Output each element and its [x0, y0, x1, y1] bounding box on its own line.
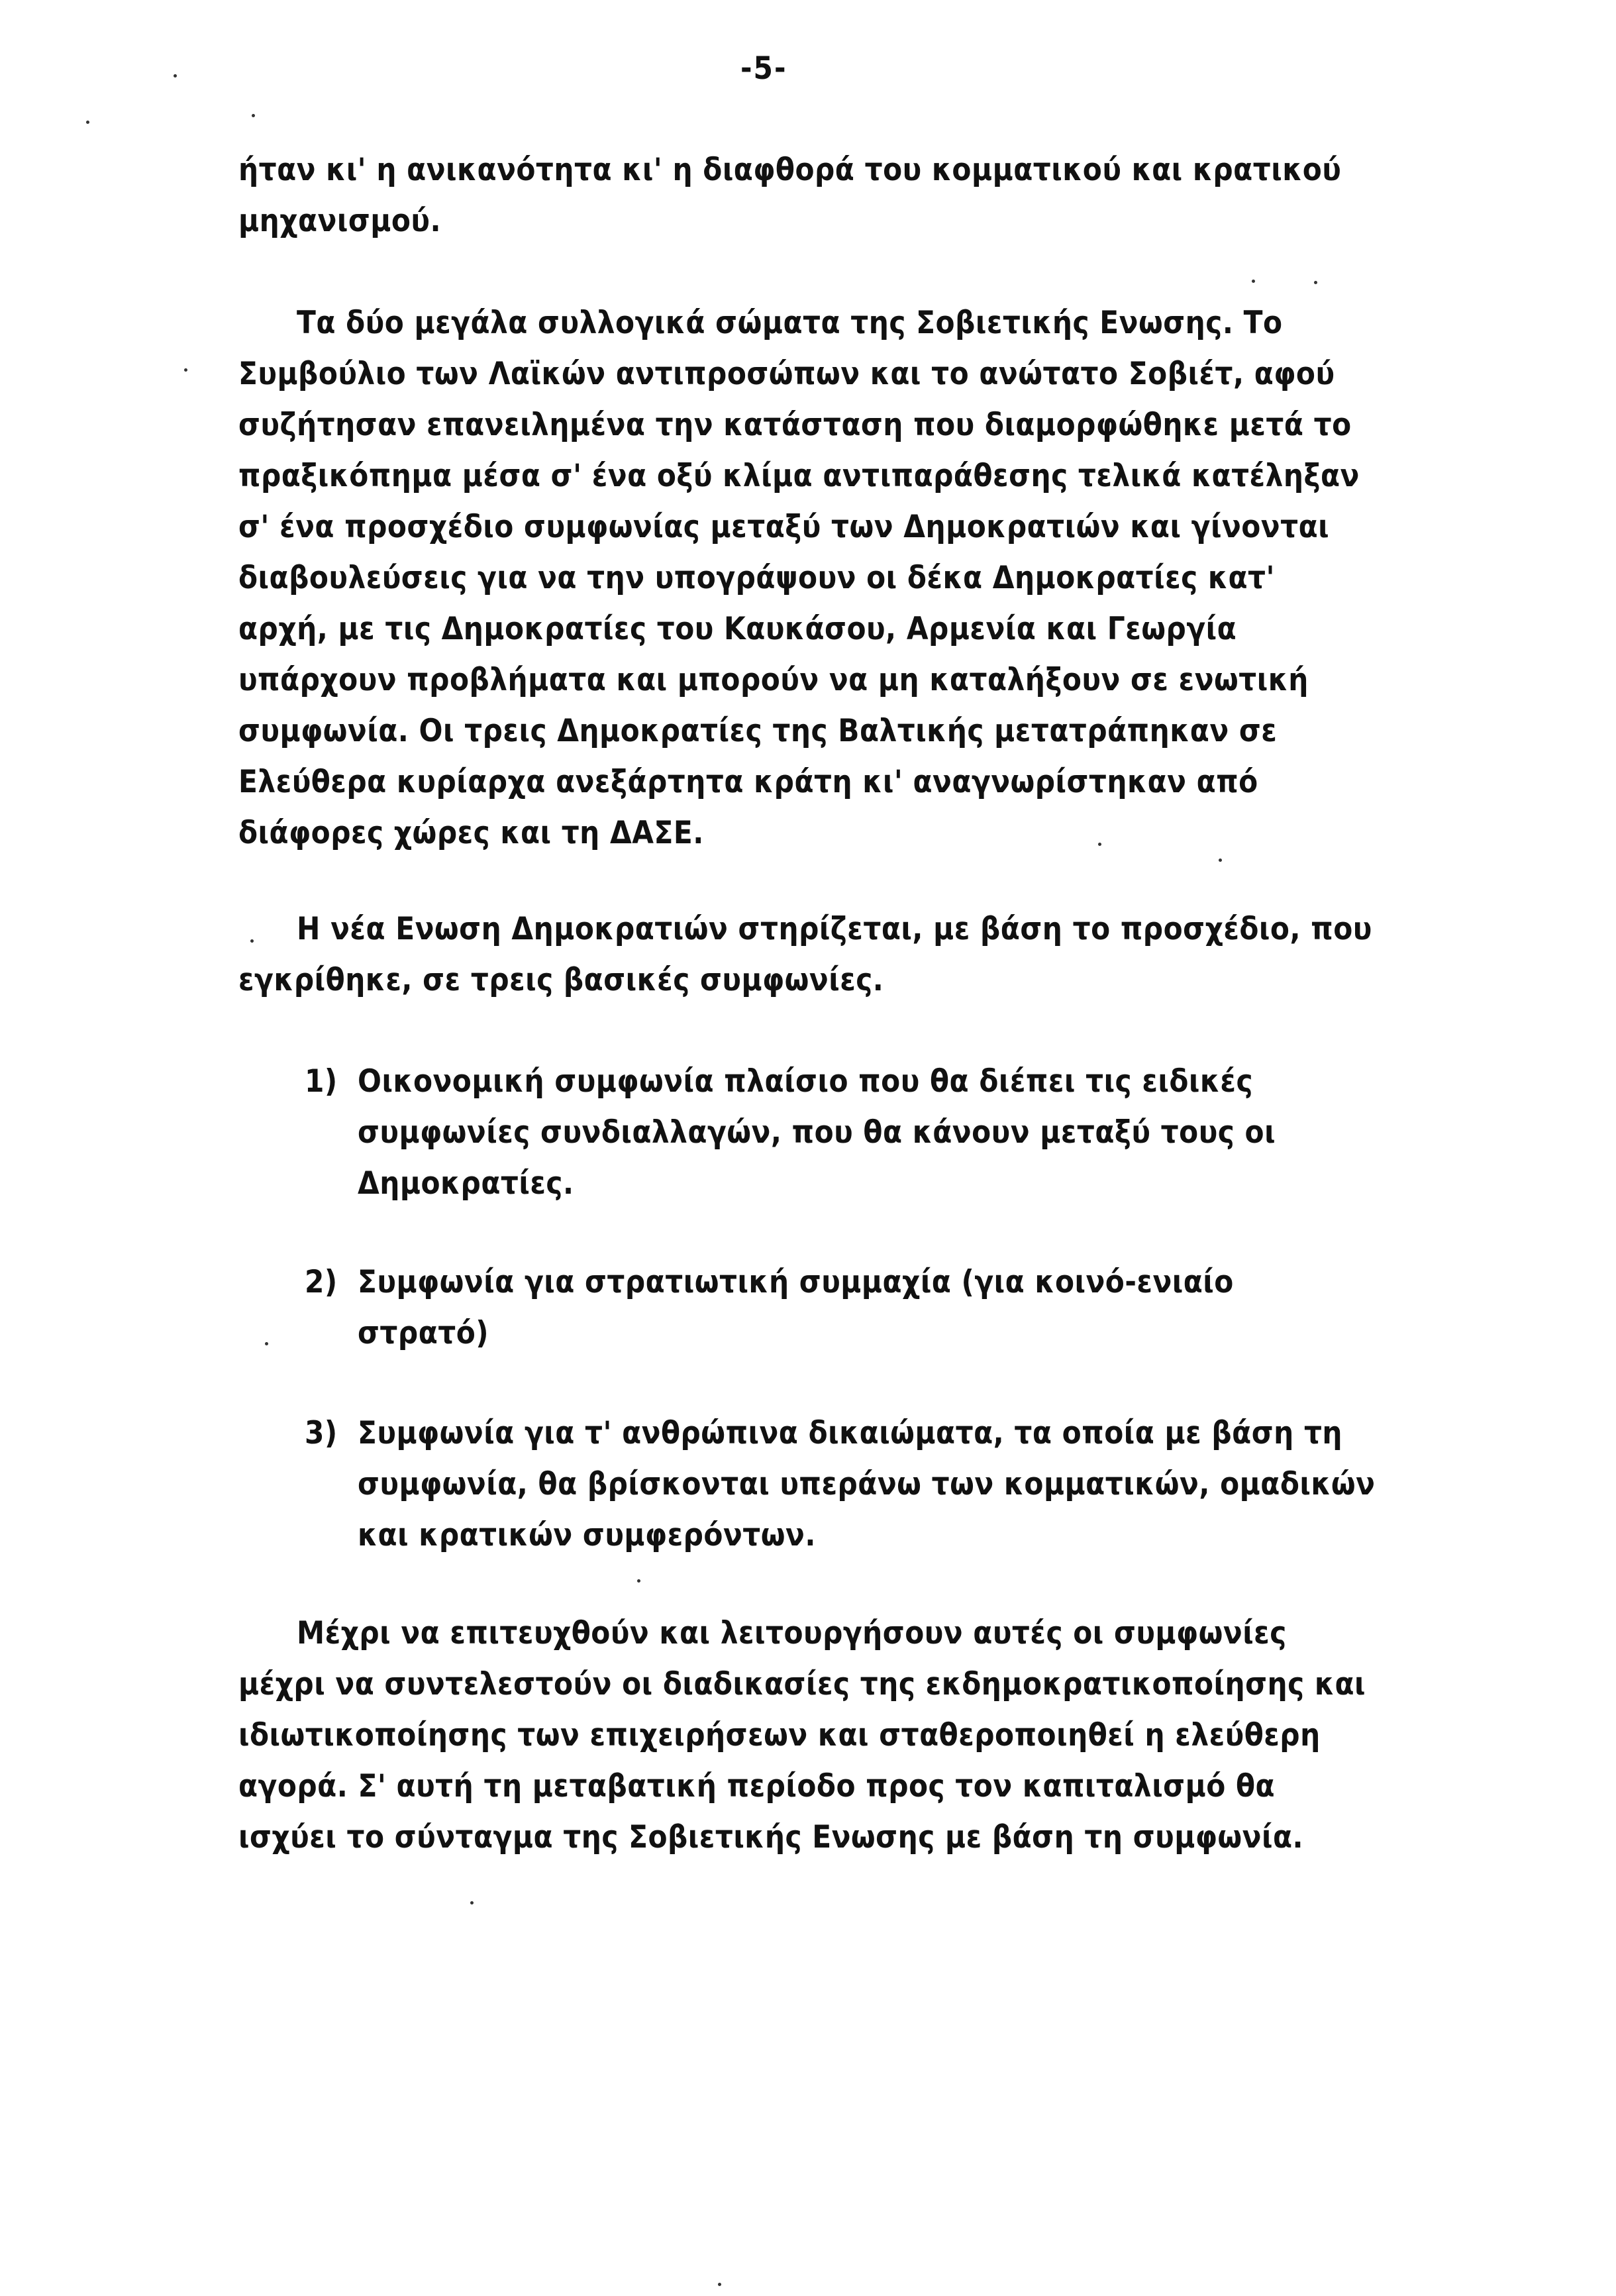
text-line: Η νέα Ενωση Δημοκρατιών στηρίζεται, με βάση το προσχέδιο, που [297, 911, 1372, 947]
scan-speck [174, 74, 177, 78]
text-line: μέχρι να συντελεστούν οι διαδικασίες της εκδημοκρατικοποίησης και [238, 1666, 1366, 1702]
text-line: συζήτησαν επανειλημένα την κατάσταση που διαμορφώθηκε μετά το [238, 407, 1352, 443]
text-line: διαβουλεύσεις για να την υπογράψουν οι δέκα Δημοκρατίες κατ' [238, 560, 1275, 596]
page-number: -5- [740, 50, 787, 87]
list-number: 3) [305, 1415, 338, 1451]
scan-speck [718, 2283, 721, 2286]
list-item-economic-agreement [305, 1056, 1364, 1209]
scan-speck [265, 1342, 268, 1345]
scan-speck [252, 114, 255, 117]
paragraph-continuation [238, 144, 1364, 246]
text-line: μηχανισμού. [238, 203, 442, 239]
list-number: 1) [305, 1063, 338, 1100]
scan-speck [470, 1901, 474, 1905]
text-line: υπάρχουν προβλήματα και μπορούν να μη καταλήξουν σε ενωτική [238, 662, 1309, 698]
list-item-military-alliance [305, 1257, 1364, 1359]
scan-speck [1314, 281, 1317, 284]
text-line: Ελεύθερα κυρίαρχα ανεξάρτητα κράτη κι' αναγνωρίστηκαν από [238, 764, 1258, 800]
text-line: Συμφωνία για τ' ανθρώπινα δικαιώματα, τα οποία με βάση τη [358, 1415, 1343, 1451]
scan-speck [1219, 859, 1222, 862]
text-line: εγκρίθηκε, σε τρεις βασικές συμφωνίες. [238, 962, 884, 998]
text-line: αρχή, με τις Δημοκρατίες του Καυκάσου, Αρμενία και Γεωργία [238, 611, 1237, 647]
text-line: Μέχρι να επιτευχθούν και λειτουργήσουν αυτές οι συμφωνίες [297, 1615, 1287, 1651]
text-line: Δημοκρατίες. [358, 1165, 574, 1202]
text-line: συμφωνίες συνδιαλλαγών, που θα κάνουν μεταξύ τους οι [358, 1114, 1276, 1151]
text-line: αγορά. Σ' αυτή τη μεταβατική περίοδο προς τον καπιταλισμό θα [238, 1768, 1276, 1804]
text-line: Τα δύο μεγάλα συλλογικά σώματα της Σοβιετικής Ενωσης. Το [297, 305, 1283, 341]
text-line: πραξικόπημα μέσα σ' ένα οξύ κλίμα αντιπαράθεσης τελικά κατέληξαν [238, 458, 1360, 494]
text-line: σ' ένα προσχέδιο συμφωνίας μεταξύ των Δημοκρατιών και γίνονται [238, 509, 1330, 545]
text-line: ήταν κι' η ανικανότητα κι' η διαφθορά του κομματικού και κρατικού [238, 152, 1342, 188]
text-line: συμφωνία, θα βρίσκονται υπεράνω των κομματικών, ομαδικών [358, 1466, 1376, 1502]
scan-speck [184, 368, 187, 372]
paragraph-new-union [238, 904, 1372, 1006]
scan-speck [637, 1579, 640, 1583]
text-line: διάφορες χώρες και τη ΔΑΣΕ. [238, 815, 704, 851]
scan-speck [250, 939, 254, 943]
text-line: συμφωνία. Οι τρεις Δημοκρατίες της Βαλτικής μετατράπηκαν σε [238, 713, 1278, 749]
text-line: και κρατικών συμφερόντων. [358, 1517, 816, 1553]
list-item-human-rights [305, 1408, 1376, 1561]
text-line: ιδιωτικοποίησης των επιχειρήσεων και σταθεροποιηθεί η ελεύθερη [238, 1717, 1321, 1753]
text-line: Συμβούλιο των Λαϊκών αντιπροσώπων και το ανώτατο Σοβιέτ, αφού [238, 356, 1335, 392]
paragraph-soviet-bodies [238, 297, 1364, 859]
text-line: ισχύει το σύνταγμα της Σοβιετικής Ενωσης με βάση τη συμφωνία. [238, 1819, 1304, 1855]
text-line: Συμφωνία για στρατιωτική συμμαχία (για κοινό-ενιαίο [358, 1264, 1234, 1300]
paragraph-transition [238, 1608, 1364, 1863]
scan-speck [1098, 843, 1101, 846]
text-line: Οικονομική συμφωνία πλαίσιο που θα διέπει τις ειδικές [358, 1063, 1254, 1100]
list-number: 2) [305, 1264, 338, 1300]
scan-speck [86, 121, 89, 124]
scan-speck [1252, 280, 1255, 283]
text-line: στρατό) [358, 1315, 489, 1351]
